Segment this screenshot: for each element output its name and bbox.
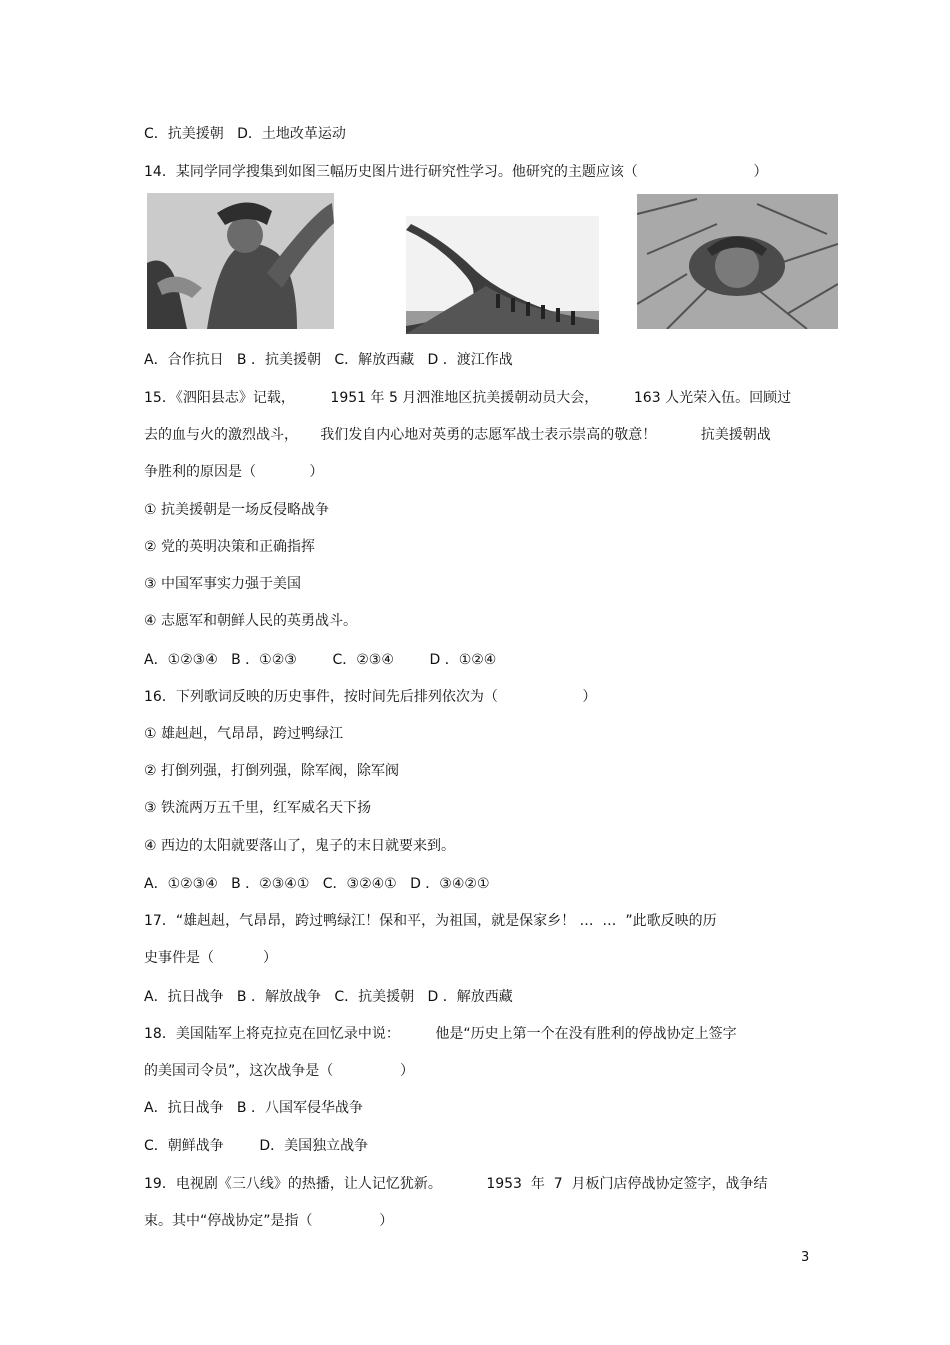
question-17-stem-1: 17．“雄赳赳，气昂昂，跨过鸭绿江！保和平，为祖国，就是保家乡！ … … ”此歌反映的历 <box>144 913 717 929</box>
question-16-item-2: ② 打倒列强，打倒列强，除军阀，除军阀 <box>144 763 399 779</box>
question-15-item-2: ② 党的英明决策和正确指挥 <box>144 539 316 555</box>
question-16-item-4: ④ 西边的太阳就要落山了，鬼子的末日就要来到。 <box>144 838 455 854</box>
question-17-stem-2: 史事件是（ ） <box>144 950 277 966</box>
question-16-options: A．①②③④ B ．②③④① C．③②④① D ．③④②① <box>144 876 490 892</box>
question-15-item-1: ① 抗美援朝是一场反侵略战争 <box>144 502 330 518</box>
photo-soldier-gesturing <box>147 193 334 329</box>
photo-column-crossing <box>406 216 599 334</box>
question-15-options: A．①②③④ B ．①②③ C．②③④ D ．①②④ <box>144 652 497 668</box>
question-15-stem-3: 争胜利的原因是（ ） <box>144 464 324 480</box>
question-19-stem-2: 束。其中“停战协定”是指（ ） <box>144 1213 394 1229</box>
question-15-item-3: ③ 中国军事实力强于美国 <box>144 576 302 592</box>
question-16-stem: 16．下列歌词反映的历史事件，按时间先后排列依次为（ ） <box>144 689 597 705</box>
question-19-stem-1: 19．电视剧《三八线》的热播，让人记忆犹新。 1953 年 7 月板门店停战协定签字，战争结 <box>144 1176 768 1192</box>
text-line-1: C．抗美援朝 D．土地改革运动 <box>144 126 346 142</box>
question-18-options-1: A．抗日战争 B ．八国军侵华战争 <box>144 1100 363 1116</box>
photo-soldier-in-grass <box>637 194 838 329</box>
question-17-options: A．抗日战争 B ．解放战争 C．抗美援朝 D ．解放西藏 <box>144 989 513 1005</box>
question-14-options: A．合作抗日 B ．抗美援朝 C．解放西藏 D ．渡江作战 <box>144 352 513 368</box>
question-15-item-4: ④ 志愿军和朝鲜人民的英勇战斗。 <box>144 613 358 629</box>
question-14-stem: 14．某同学同学搜集到如图三幅历史图片进行研究性学习。他研究的主题应该（ ） <box>144 164 768 180</box>
question-18-stem-2: 的美国司令员”，这次战争是（ ） <box>144 1063 415 1079</box>
question-16-item-1: ① 雄赳赳，气昂昂，跨过鸭绿江 <box>144 726 344 742</box>
page-number: 3 <box>801 1250 810 1265</box>
question-15-stem-1: 15．《泗阳县志》记载， 1951 年 5 月泗淮地区抗美援朝动员大会， 163 人光荣入伍。回顾过 <box>144 390 792 406</box>
question-15-stem-2: 去的血与火的激烈战斗， 我们发自内心地对英勇的志愿军战士表示崇高的敬意！ 抗美援朝战 <box>144 427 771 443</box>
question-18-stem-1: 18．美国陆军上将克拉克在回忆录中说： 他是“历史上第一个在没有胜利的停战协定上签字 <box>144 1026 737 1042</box>
question-16-item-3: ③ 铁流两万五千里，红军威名天下扬 <box>144 800 372 816</box>
question-18-options-2: C．朝鲜战争 D．美国独立战争 <box>144 1138 369 1154</box>
